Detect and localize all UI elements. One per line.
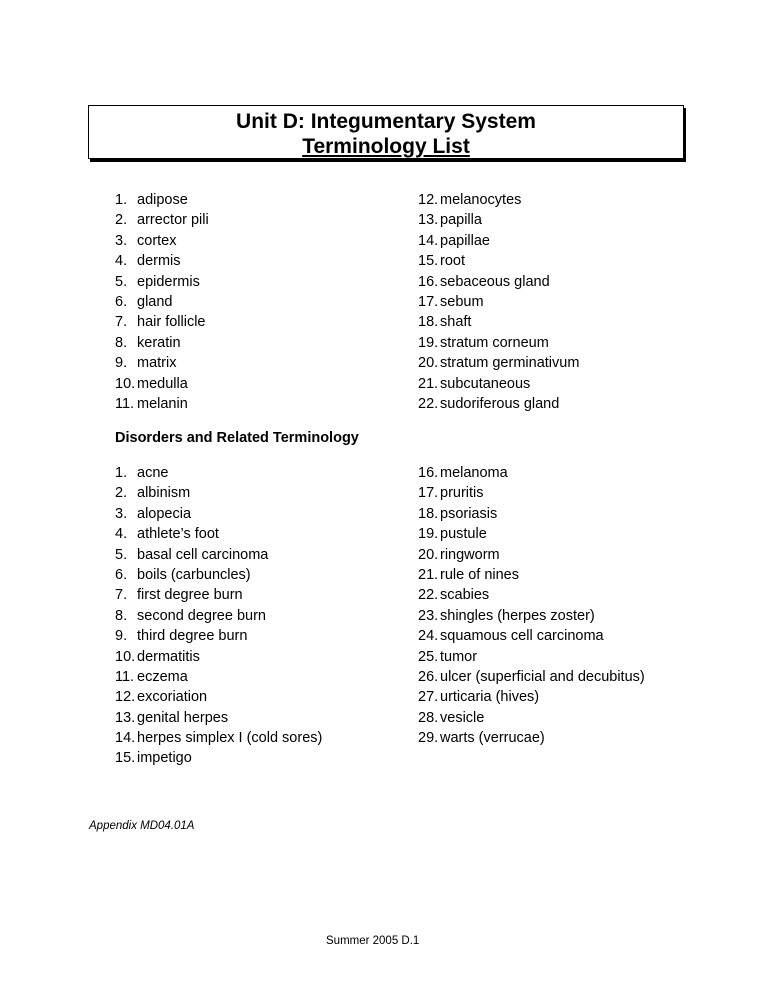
page-footer: Summer 2005 D.1 <box>326 935 420 947</box>
list-item <box>115 463 395 483</box>
list-item <box>115 374 395 394</box>
list-item <box>115 748 395 768</box>
list-item-text: gland <box>137 293 173 310</box>
list-item-text: second degree burn <box>137 607 266 624</box>
list-item-text: dermatitis <box>137 648 200 665</box>
list-item <box>418 545 728 565</box>
list-item-text: subcutaneous <box>440 375 531 392</box>
list-item-number: 18. <box>418 314 439 331</box>
list-item-text: adipose <box>137 192 188 208</box>
list-item <box>115 353 395 373</box>
list-item <box>418 353 718 373</box>
list-item <box>115 687 395 707</box>
list-item <box>418 210 718 230</box>
list-item-number: 20. <box>418 546 439 563</box>
list-item <box>115 504 395 524</box>
list-item <box>418 333 718 353</box>
list-item-text: scabies <box>440 587 490 604</box>
list-item <box>418 728 728 748</box>
list-item-number: 7. <box>115 314 128 331</box>
list-item-text: squamous cell carcinoma <box>440 628 604 645</box>
list-item-number: 29. <box>418 730 439 747</box>
title-box <box>88 105 684 159</box>
list-item <box>115 728 395 748</box>
list-item-number: 9. <box>115 355 128 372</box>
list-item-text: sebum <box>440 293 484 310</box>
list-item-text: acne <box>137 465 169 481</box>
list-item <box>418 606 728 626</box>
list-item-number: 14. <box>418 232 439 249</box>
list-item <box>115 292 395 312</box>
list-item-number: 1. <box>115 465 128 481</box>
list-item <box>115 708 395 728</box>
list-item-text: albinism <box>137 485 191 502</box>
list-item-text: hair follicle <box>137 314 206 331</box>
list-item-text: ulcer (superficial and decubitus) <box>440 668 645 685</box>
list-item-text: warts (verrucae) <box>440 730 545 747</box>
list-item-text: pruritis <box>440 485 484 502</box>
list-item-number: 3. <box>115 232 128 249</box>
list-item-text: psoriasis <box>440 505 498 522</box>
list-item <box>418 585 728 605</box>
list-item <box>115 483 395 503</box>
list-item <box>115 272 395 292</box>
list-item-text: cortex <box>137 232 177 249</box>
list-item <box>418 667 728 687</box>
list-item <box>418 708 728 728</box>
terminology-list-right <box>418 190 718 414</box>
list-item-number: 21. <box>418 566 439 583</box>
list-item-number: 18. <box>418 505 439 522</box>
list-item <box>115 545 395 565</box>
list-item-number: 21. <box>418 375 439 392</box>
list-item-number: 17. <box>418 293 439 310</box>
list-item-number: 10. <box>115 648 136 665</box>
page-title: Unit D: Integumentary System <box>236 110 536 133</box>
list-item-text: epidermis <box>137 273 200 290</box>
list-item <box>418 524 728 544</box>
list-item-text: eczema <box>137 668 188 685</box>
list-item <box>115 251 395 271</box>
list-item <box>418 374 718 394</box>
list-item-number: 11. <box>115 395 135 412</box>
list-item-text: shaft <box>440 314 472 331</box>
list-item <box>115 524 395 544</box>
list-item-number: 15. <box>418 253 439 270</box>
list-item-text: athlete’s foot <box>137 526 219 543</box>
list-item <box>115 210 395 230</box>
list-item-text: medulla <box>137 375 188 392</box>
list-item-text: stratum corneum <box>440 334 549 351</box>
list-item-number: 8. <box>115 607 128 624</box>
list-item-text: matrix <box>137 355 177 372</box>
list-item-number: 8. <box>115 334 128 351</box>
list-item-number: 13. <box>418 212 439 229</box>
list-item <box>418 504 728 524</box>
list-item-number: 11. <box>115 668 135 685</box>
list-item-number: 15. <box>115 750 136 767</box>
list-item-text: vesicle <box>440 709 485 726</box>
list-item-text: first degree burn <box>137 587 243 604</box>
list-item-text: sudoriferous gland <box>440 395 560 412</box>
list-item-text: basal cell carcinoma <box>137 546 269 563</box>
disorders-list-right <box>418 463 728 748</box>
list-item-number: 5. <box>115 546 128 563</box>
terminology-list-left <box>115 190 395 414</box>
list-item <box>418 463 728 483</box>
list-item <box>418 272 718 292</box>
list-item <box>115 585 395 605</box>
list-item <box>418 565 728 585</box>
disorders-heading: Disorders and Related Terminology <box>115 430 359 446</box>
list-item-number: 1. <box>115 192 128 208</box>
list-item <box>418 312 718 332</box>
list-item-number: 28. <box>418 709 439 726</box>
list-item <box>115 190 395 210</box>
list-item-text: melanin <box>137 395 188 412</box>
list-item-text: ringworm <box>440 546 500 563</box>
list-item-number: 12. <box>418 192 439 208</box>
list-item-text: keratin <box>137 334 181 351</box>
list-item-number: 4. <box>115 526 128 543</box>
page-subtitle: Terminology List <box>302 135 470 158</box>
list-item-text: dermis <box>137 253 181 270</box>
list-item-number: 5. <box>115 273 128 290</box>
list-item-text: rule of nines <box>440 566 519 583</box>
list-item <box>115 231 395 251</box>
list-item <box>115 333 395 353</box>
list-item <box>418 483 728 503</box>
list-item-text: root <box>440 253 465 270</box>
list-item-number: 9. <box>115 628 128 645</box>
list-item-number: 16. <box>418 465 439 481</box>
list-item-text: papilla <box>440 212 482 229</box>
list-item <box>418 292 718 312</box>
list-item-number: 7. <box>115 587 128 604</box>
list-item-number: 14. <box>115 730 136 747</box>
list-item <box>115 647 395 667</box>
list-item-number: 16. <box>418 273 439 290</box>
list-item <box>115 626 395 646</box>
list-item-text: papillae <box>440 232 490 249</box>
appendix-label: Appendix MD04.01A <box>89 820 195 832</box>
list-item-number: 4. <box>115 253 128 270</box>
list-item-number: 10. <box>115 375 136 392</box>
list-item-number: 13. <box>115 709 136 726</box>
list-item <box>418 231 718 251</box>
list-item-number: 2. <box>115 212 128 229</box>
list-item-text: stratum germinativum <box>440 355 580 372</box>
list-item <box>115 312 395 332</box>
list-item-text: impetigo <box>137 750 192 767</box>
list-item-text: arrector pili <box>137 212 209 229</box>
list-item-text: alopecia <box>137 505 192 522</box>
list-item-text: herpes simplex I (cold sores) <box>137 730 323 747</box>
list-item-number: 6. <box>115 293 128 310</box>
list-item-number: 27. <box>418 689 439 706</box>
list-item <box>418 190 718 210</box>
list-item-text: melanoma <box>440 465 508 481</box>
list-item-number: 24. <box>418 628 439 645</box>
list-item-text: urticaria (hives) <box>440 689 540 706</box>
list-item <box>115 565 395 585</box>
list-item <box>115 394 395 414</box>
list-item-number: 22. <box>418 587 439 604</box>
list-item-text: genital herpes <box>137 709 229 726</box>
list-item-text: third degree burn <box>137 628 248 645</box>
list-item-number: 20. <box>418 355 439 372</box>
list-item <box>115 667 395 687</box>
list-item <box>418 394 718 414</box>
list-item-number: 23. <box>418 607 439 624</box>
list-item <box>418 626 728 646</box>
list-item-number: 17. <box>418 485 439 502</box>
list-item-text: melanocytes <box>440 192 522 208</box>
list-item-text: boils (carbuncles) <box>137 566 251 583</box>
list-item <box>418 647 728 667</box>
disorders-list-left <box>115 463 395 769</box>
list-item-number: 22. <box>418 395 439 412</box>
list-item <box>418 251 718 271</box>
list-item-number: 6. <box>115 566 128 583</box>
list-item-text: tumor <box>440 648 478 665</box>
list-item <box>418 687 728 707</box>
list-item-number: 12. <box>115 689 136 706</box>
list-item-text: sebaceous gland <box>440 273 550 290</box>
list-item <box>115 606 395 626</box>
list-item-number: 19. <box>418 334 439 351</box>
list-item-text: pustule <box>440 526 487 543</box>
list-item-text: shingles (herpes zoster) <box>440 607 595 624</box>
list-item-number: 25. <box>418 648 439 665</box>
list-item-number: 19. <box>418 526 439 543</box>
list-item-number: 2. <box>115 485 128 502</box>
list-item-text: excoriation <box>137 689 208 706</box>
list-item-number: 26. <box>418 668 439 685</box>
list-item-number: 3. <box>115 505 128 522</box>
